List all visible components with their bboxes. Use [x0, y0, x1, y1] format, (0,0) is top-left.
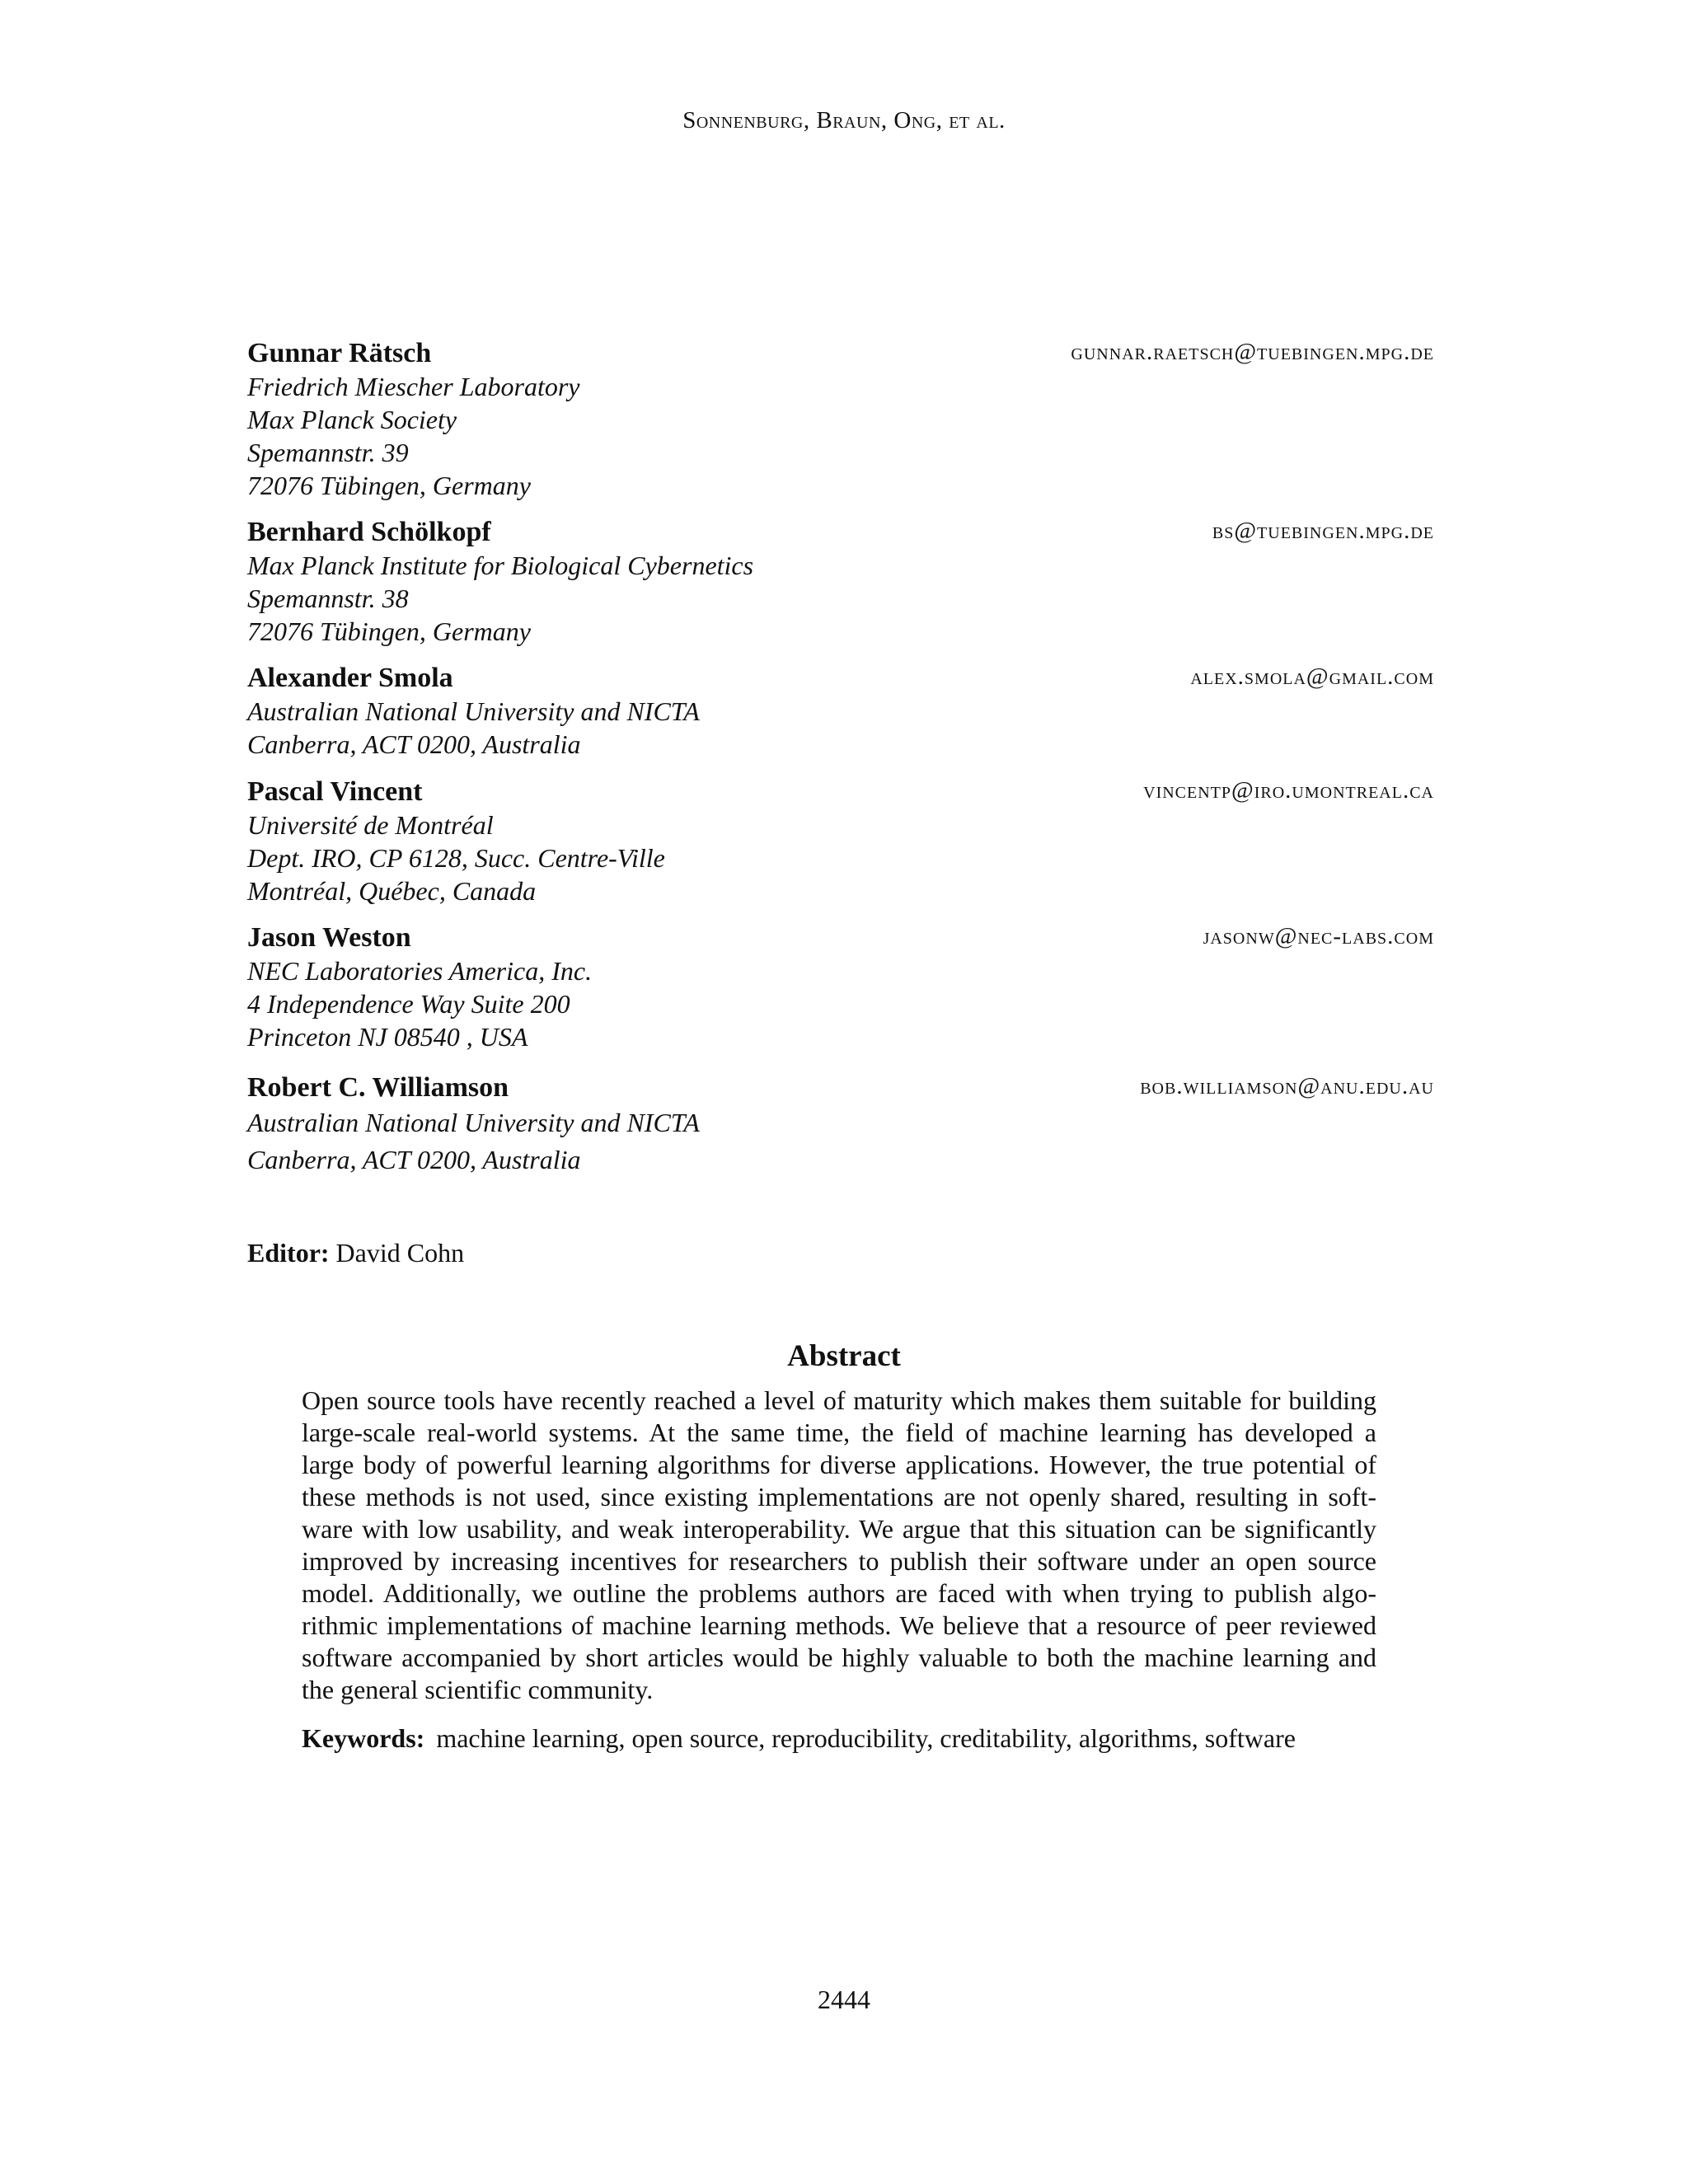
- author-name: Pascal Vincent: [247, 776, 423, 807]
- author-email[interactable]: bs@tuebingen.mpg.de: [1212, 518, 1434, 544]
- author-email[interactable]: jasonw@nec-labs.com: [1203, 923, 1434, 949]
- running-head: Sonnenburg, Braun, Ong, et al.: [682, 107, 1006, 134]
- abstract-line: large-scale real-world systems. At the same time, the field of machine learning has developed a: [302, 1418, 1376, 1447]
- keywords-line: [302, 1722, 1296, 1755]
- author-email[interactable]: vincentp@iro.umontreal.ca: [1143, 777, 1434, 804]
- keywords-label: Keywords:: [302, 1723, 425, 1753]
- abstract-line: ware with low usability, and weak interoperability. We argue that this situation can be significantly: [302, 1514, 1376, 1544]
- author-block: [247, 662, 1434, 761]
- affiliation-line: Montréal, Québec, Canada: [247, 876, 537, 906]
- author-name: Gunnar Rätsch: [247, 338, 432, 368]
- affiliation-line: Canberra, ACT 0200, Australia: [247, 1145, 581, 1174]
- author-name: Alexander Smola: [247, 663, 453, 693]
- author-block: [247, 337, 1434, 502]
- author-name: Jason Weston: [247, 922, 411, 953]
- author-email[interactable]: gunnar.raetsch@tuebingen.mpg.de: [1071, 339, 1434, 365]
- abstract-line: Open source tools have recently reached a level of maturity which makes them suitable for building: [302, 1385, 1376, 1415]
- affiliation-line: Australian National University and NICTA: [247, 1108, 700, 1137]
- abstract-heading: Abstract: [787, 1339, 901, 1373]
- abstract-line: the general scientific community.: [302, 1675, 654, 1704]
- author-name: Bernhard Schölkopf: [247, 517, 491, 547]
- author-name: Robert C. Williamson: [247, 1072, 509, 1103]
- author-email[interactable]: alex.smola@gmail.com: [1190, 663, 1434, 690]
- author-block: [247, 776, 1434, 907]
- affiliation-line: Max Planck Institute for Biological Cybernetics: [247, 551, 754, 580]
- author-block: [247, 516, 1434, 648]
- affiliation-line: Dept. IRO, CP 6128, Succ. Centre-Ville: [247, 843, 665, 873]
- page-number: 2444: [818, 1985, 870, 2014]
- affiliation-line: Max Planck Society: [247, 405, 457, 434]
- affiliation-line: Princeton NJ 08540 , USA: [247, 1022, 528, 1052]
- affiliation-line: Spemannstr. 38: [247, 583, 409, 613]
- abstract-line: large body of powerful learning algorithms for diverse applications. However, the true potential of: [302, 1450, 1376, 1479]
- editor-label: Editor:: [247, 1238, 330, 1268]
- editor-line: [247, 1236, 464, 1269]
- affiliation-line: NEC Laboratories America, Inc.: [247, 956, 593, 986]
- affiliation-line: Canberra, ACT 0200, Australia: [247, 729, 581, 759]
- affiliation-line: Spemannstr. 39: [247, 438, 409, 467]
- author-email[interactable]: bob.williamson@anu.edu.au: [1140, 1073, 1434, 1099]
- editor-name: David Cohn: [335, 1238, 465, 1268]
- keywords-text: machine learning, open source, reproducibility, creditability, algorithms, software: [436, 1723, 1296, 1753]
- abstract-line: rithmic implementations of machine learning methods. We believe that a resource of peer reviewed: [302, 1610, 1376, 1640]
- abstract-line: these methods is not used, since existing implementations are not openly shared, resulting in soft-: [302, 1482, 1376, 1511]
- affiliation-line: 72076 Tübingen, Germany: [247, 616, 531, 646]
- abstract-line: improved by increasing incentives for researchers to publish their software under an open source: [302, 1546, 1376, 1576]
- affiliation-line: Friedrich Miescher Laboratory: [247, 372, 580, 401]
- author-block: [247, 1071, 1434, 1179]
- affiliation-line: 4 Independence Way Suite 200: [247, 989, 570, 1019]
- affiliation-line: 72076 Tübingen, Germany: [247, 471, 531, 500]
- abstract-line: software accompanied by short articles would be highly valuable to both the machine learning and: [302, 1643, 1376, 1672]
- affiliation-line: Australian National University and NICTA: [247, 696, 700, 726]
- abstract-body: [302, 1385, 1376, 1706]
- author-block: [247, 921, 1434, 1053]
- abstract-line: model. Additionally, we outline the problems authors are faced with when trying to publish algo-: [302, 1578, 1376, 1608]
- affiliation-line: Université de Montréal: [247, 810, 494, 840]
